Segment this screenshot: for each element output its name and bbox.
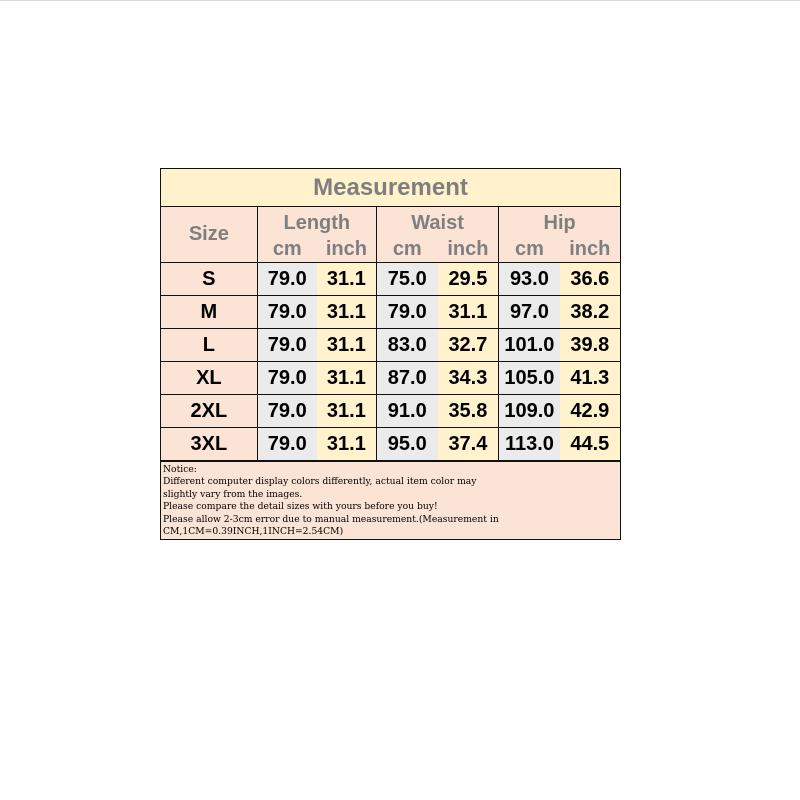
length-label: Length <box>283 212 351 234</box>
length-cm-value: 79.0 <box>258 428 317 460</box>
length-cell <box>257 263 376 296</box>
length-units <box>258 238 376 261</box>
size-table <box>161 207 620 461</box>
hip-cell <box>499 296 620 329</box>
chart-title: Measurement <box>161 169 620 207</box>
waist-cm-value: 75.0 <box>377 263 438 295</box>
hip-cell <box>499 428 620 461</box>
hip-units <box>499 238 620 261</box>
waist-cm-value: 83.0 <box>377 329 438 361</box>
waist-units <box>377 238 498 261</box>
length-cell <box>257 395 376 428</box>
notice-line: slightly vary from the images. <box>163 488 303 500</box>
table-row <box>161 329 620 362</box>
length-cell <box>257 296 376 329</box>
hip-inch-value: 44.5 <box>560 428 620 460</box>
length-inch-unit: inch <box>325 238 367 260</box>
notice-heading: Notice: <box>163 464 197 475</box>
hip-cm-value: 93.0 <box>499 263 559 295</box>
size-column-header: Size <box>161 207 257 263</box>
size-label: 3XL <box>161 428 257 461</box>
table-row <box>161 428 620 461</box>
waist-cm-unit: cm <box>392 238 422 260</box>
waist-cell <box>376 329 498 362</box>
length-inch-value: 31.1 <box>317 395 376 427</box>
hip-label: Hip <box>543 212 576 234</box>
waist-cell <box>376 428 498 461</box>
hip-inch-value: 36.6 <box>560 263 620 295</box>
length-cell <box>257 362 376 395</box>
length-inch-value: 31.1 <box>317 296 376 328</box>
header-row <box>161 207 620 263</box>
size-label: L <box>161 329 257 362</box>
table-row <box>161 395 620 428</box>
waist-cm-value: 91.0 <box>377 395 438 427</box>
hip-header <box>499 207 620 263</box>
hip-cm-value: 101.0 <box>499 329 559 361</box>
hip-inch-value: 41.3 <box>560 362 620 394</box>
waist-inch-value: 35.8 <box>438 395 499 427</box>
length-cm-value: 79.0 <box>258 263 317 295</box>
waist-inch-unit: inch <box>447 238 489 260</box>
length-cell <box>257 428 376 461</box>
size-chart <box>160 168 621 540</box>
waist-inch-value: 31.1 <box>438 296 499 328</box>
hip-inch-value: 42.9 <box>560 395 620 427</box>
waist-inch-value: 32.7 <box>438 329 499 361</box>
size-label: S <box>161 263 257 296</box>
length-cm-value: 79.0 <box>258 329 317 361</box>
hip-cell <box>499 263 620 296</box>
waist-cm-value: 87.0 <box>377 362 438 394</box>
hip-cm-unit: cm <box>514 238 544 260</box>
top-divider <box>0 0 800 1</box>
hip-inch-value: 39.8 <box>560 329 620 361</box>
notice-line: CM,1CM=0.39INCH,1INCH=2.54CM) <box>163 526 344 538</box>
hip-inch-value: 38.2 <box>560 296 620 328</box>
length-cm-value: 79.0 <box>258 296 317 328</box>
size-label: XL <box>161 362 257 395</box>
waist-cell <box>376 296 498 329</box>
length-inch-value: 31.1 <box>317 428 376 460</box>
hip-cm-value: 113.0 <box>499 428 559 460</box>
waist-inch-value: 34.3 <box>438 362 499 394</box>
notice-box <box>161 461 620 539</box>
hip-cm-value: 105.0 <box>499 362 559 394</box>
table-row <box>161 263 620 296</box>
size-label: 2XL <box>161 395 257 428</box>
notice-line: Please allow 2-3cm error due to manual measurement.(Measurement in <box>163 513 499 525</box>
length-inch-value: 31.1 <box>317 263 376 295</box>
waist-cm-value: 79.0 <box>377 296 438 328</box>
size-label: M <box>161 296 257 329</box>
waist-cm-value: 95.0 <box>377 428 438 460</box>
hip-inch-unit: inch <box>569 238 611 260</box>
length-cell <box>257 329 376 362</box>
length-cm-unit: cm <box>272 238 302 260</box>
length-cm-value: 79.0 <box>258 395 317 427</box>
length-header <box>257 207 376 263</box>
length-inch-value: 31.1 <box>317 362 376 394</box>
waist-cell <box>376 395 498 428</box>
waist-cell <box>376 362 498 395</box>
hip-cm-value: 109.0 <box>499 395 559 427</box>
hip-cell <box>499 329 620 362</box>
hip-cell <box>499 362 620 395</box>
waist-label: Waist <box>411 212 464 234</box>
hip-cm-value: 97.0 <box>499 296 559 328</box>
waist-inch-value: 29.5 <box>438 263 499 295</box>
waist-header <box>376 207 498 263</box>
hip-cell <box>499 395 620 428</box>
length-cm-value: 79.0 <box>258 362 317 394</box>
waist-cell <box>376 263 498 296</box>
table-row <box>161 296 620 329</box>
waist-inch-value: 37.4 <box>438 428 499 460</box>
length-inch-value: 31.1 <box>317 329 376 361</box>
notice-line: Different computer display colors differently, actual item color may <box>163 476 477 488</box>
table-row <box>161 362 620 395</box>
notice-line: Please compare the detail sizes with yours before you buy! <box>163 501 438 513</box>
